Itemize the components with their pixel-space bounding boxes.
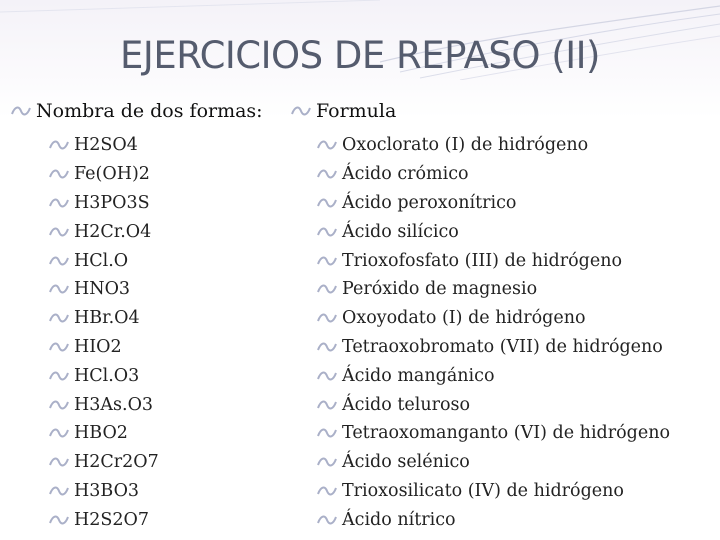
tilde-swirl-bullet-icon xyxy=(48,340,70,354)
tilde-swirl-bullet-icon xyxy=(48,254,70,268)
list-item xyxy=(48,160,159,189)
list-item xyxy=(316,390,670,419)
list-item xyxy=(48,419,159,448)
list-item-text: Ácido nítrico xyxy=(342,509,456,530)
tilde-swirl-bullet-icon xyxy=(316,484,338,498)
list-item xyxy=(316,217,670,246)
list-item-text: Tetraoxomanganto (VI) de hidrógeno xyxy=(342,423,671,444)
list-item-text: H3As.O3 xyxy=(74,394,154,415)
tilde-swirl-bullet-icon xyxy=(48,225,70,239)
tilde-swirl-bullet-icon xyxy=(48,426,70,440)
left-heading xyxy=(10,100,263,122)
list-item xyxy=(316,246,670,275)
list-item xyxy=(48,361,159,390)
list-item-text: H2SO4 xyxy=(74,135,138,156)
list-item xyxy=(48,131,159,160)
list-item-text: Fe(OH)2 xyxy=(74,164,150,185)
list-item-text: H3BO3 xyxy=(74,480,140,501)
list-item-text: Oxoyodato (I) de hidrógeno xyxy=(342,308,586,329)
list-item-text: HCl.O xyxy=(74,250,129,271)
list-item-text: Ácido silícico xyxy=(342,221,459,242)
list-item xyxy=(316,361,670,390)
tilde-swirl-bullet-icon xyxy=(10,104,32,118)
list-item xyxy=(316,448,670,477)
tilde-swirl-bullet-icon xyxy=(316,138,338,152)
list-item xyxy=(316,160,670,189)
list-item xyxy=(48,333,159,362)
list-item-text: Oxoclorato (I) de hidrógeno xyxy=(342,135,589,156)
slide-title: EJERCICIOS DE REPASO (II) xyxy=(120,34,600,77)
list-item-text: HCl.O3 xyxy=(74,365,140,386)
tilde-swirl-bullet-icon xyxy=(48,282,70,296)
tilde-swirl-bullet-icon xyxy=(48,311,70,325)
list-item-text: Ácido teluroso xyxy=(342,394,471,415)
list-item-text: H3PO3S xyxy=(74,192,150,213)
list-item xyxy=(48,505,159,534)
right-heading xyxy=(290,100,396,122)
right-heading-text: Formula xyxy=(316,100,397,122)
list-item-text: Ácido crómico xyxy=(342,164,469,185)
list-item-text: H2Cr.O4 xyxy=(74,221,152,242)
tilde-swirl-bullet-icon xyxy=(316,426,338,440)
tilde-swirl-bullet-icon xyxy=(316,398,338,412)
list-item xyxy=(48,217,159,246)
list-item-text: Ácido mangánico xyxy=(342,365,495,386)
list-item xyxy=(316,333,670,362)
list-item-text: Tetraoxobromato (VII) de hidrógeno xyxy=(342,336,663,357)
list-item xyxy=(316,505,670,534)
list-item-text: HBr.O4 xyxy=(74,308,140,329)
tilde-swirl-bullet-icon xyxy=(316,167,338,181)
list-item xyxy=(48,448,159,477)
list-item xyxy=(48,189,159,218)
tilde-swirl-bullet-icon xyxy=(316,369,338,383)
tilde-swirl-bullet-icon xyxy=(48,167,70,181)
list-item-text: Ácido selénico xyxy=(342,452,470,473)
tilde-swirl-bullet-icon xyxy=(48,196,70,210)
list-item-text: Trioxosilicato (IV) de hidrógeno xyxy=(342,480,624,501)
list-item-text: Trioxofosfato (III) de hidrógeno xyxy=(342,250,623,271)
tilde-swirl-bullet-icon xyxy=(316,311,338,325)
list-item xyxy=(316,304,670,333)
list-item-text: Peróxido de magnesio xyxy=(342,279,538,300)
tilde-swirl-bullet-icon xyxy=(316,513,338,527)
list-item xyxy=(48,390,159,419)
list-item xyxy=(48,304,159,333)
tilde-swirl-bullet-icon xyxy=(316,225,338,239)
list-item-text: HIO2 xyxy=(74,336,122,357)
tilde-swirl-bullet-icon xyxy=(48,138,70,152)
tilde-swirl-bullet-icon xyxy=(48,369,70,383)
list-item-text: HBO2 xyxy=(74,423,128,444)
list-item xyxy=(316,477,670,506)
list-item xyxy=(316,275,670,304)
list-item xyxy=(48,477,159,506)
name-list xyxy=(316,131,670,534)
list-item-text: H2Cr2O7 xyxy=(74,452,159,473)
formula-list xyxy=(48,131,159,534)
tilde-swirl-bullet-icon xyxy=(316,282,338,296)
list-item-text: Ácido peroxonítrico xyxy=(342,192,517,213)
list-item xyxy=(48,275,159,304)
list-item-text: HNO3 xyxy=(74,279,131,300)
tilde-swirl-bullet-icon xyxy=(48,484,70,498)
tilde-swirl-bullet-icon xyxy=(48,455,70,469)
tilde-swirl-bullet-icon xyxy=(316,455,338,469)
list-item xyxy=(316,131,670,160)
tilde-swirl-bullet-icon xyxy=(316,340,338,354)
tilde-swirl-bullet-icon xyxy=(290,104,312,118)
list-item xyxy=(316,189,670,218)
list-item xyxy=(316,419,670,448)
tilde-swirl-bullet-icon xyxy=(316,196,338,210)
tilde-swirl-bullet-icon xyxy=(48,398,70,412)
tilde-swirl-bullet-icon xyxy=(48,513,70,527)
list-item-text: H2S2O7 xyxy=(74,509,149,530)
list-item xyxy=(48,246,159,275)
left-heading-text: Nombra de dos formas: xyxy=(36,100,263,122)
tilde-swirl-bullet-icon xyxy=(316,254,338,268)
